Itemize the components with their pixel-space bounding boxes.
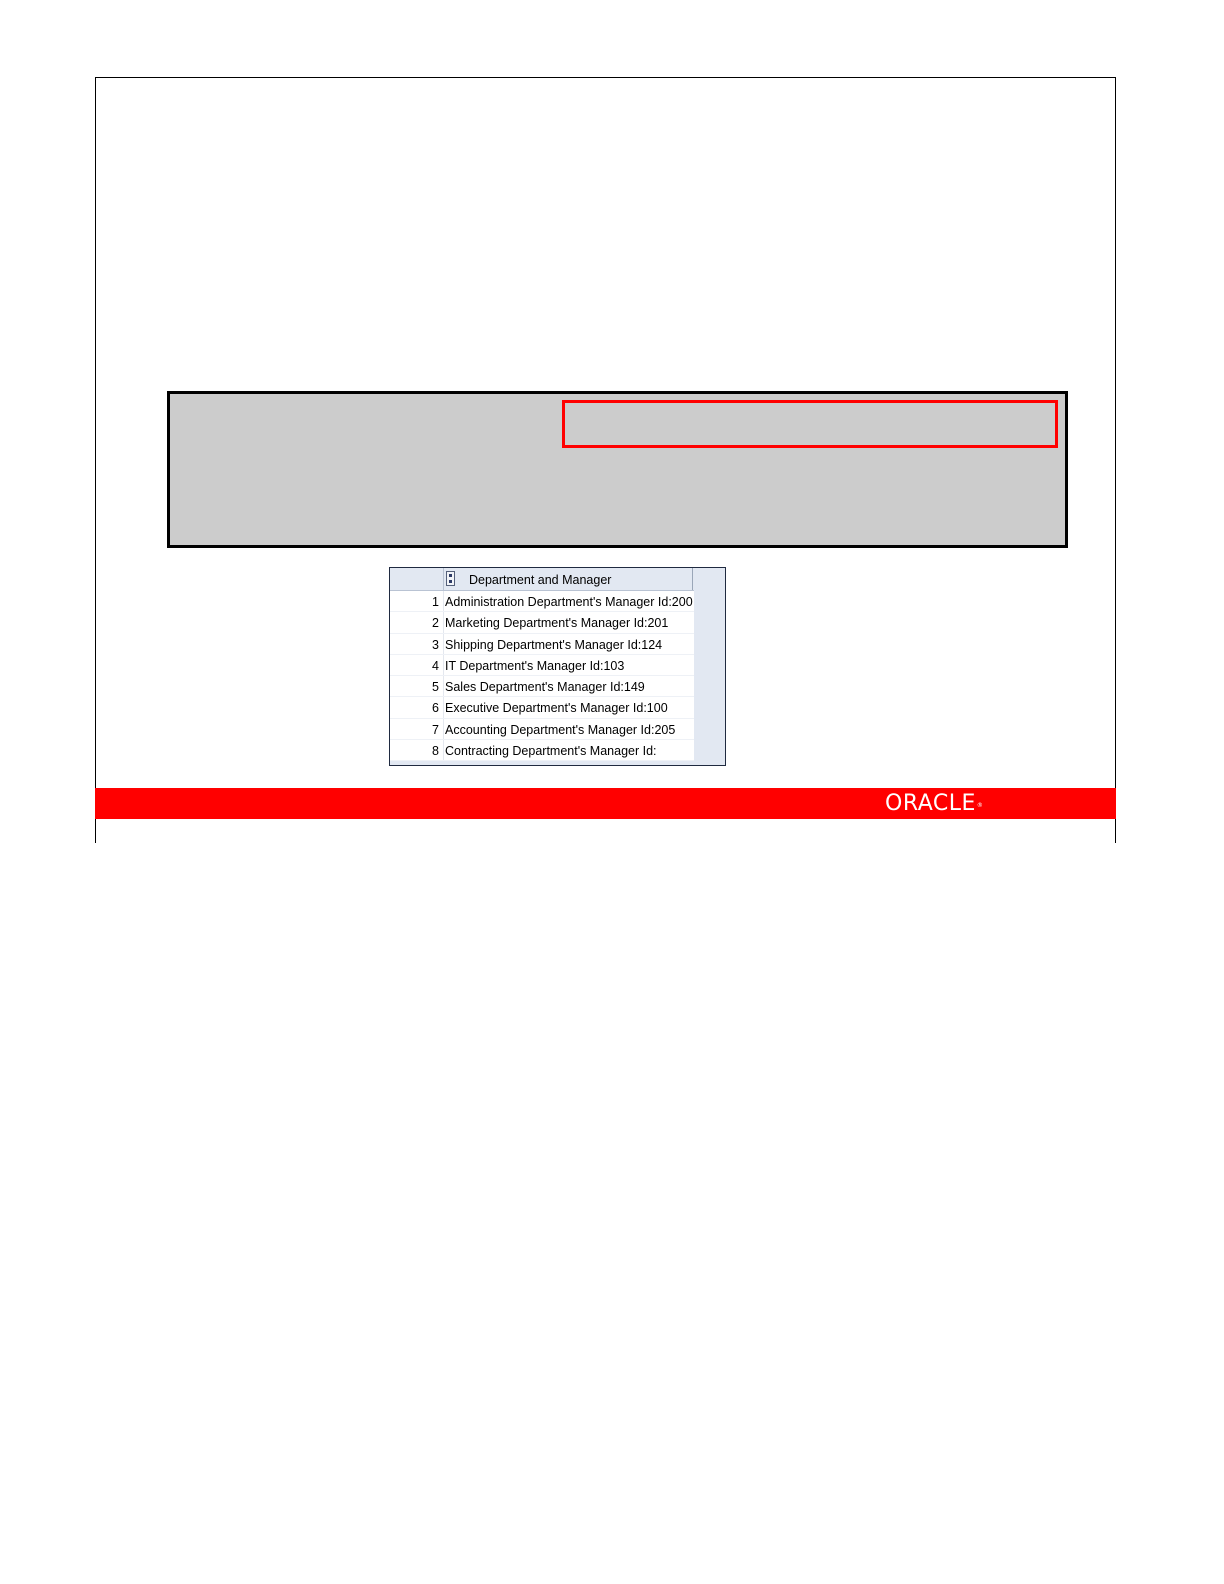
table-row[interactable] [390,676,694,697]
cell-value: Executive Department's Manager Id:100 [445,701,668,716]
footer-bar [95,788,1116,819]
cell-value: Sales Department's Manager Id:149 [445,680,645,694]
row-number: 1 [432,595,439,609]
grid-header [390,568,694,591]
registered-mark: ® [976,802,984,809]
oracle-logo [885,792,982,816]
table-row[interactable] [390,612,694,633]
table-row[interactable] [390,591,694,612]
row-number: 6 [432,701,439,716]
row-number: 7 [432,722,439,737]
cell-value: Marketing Department's Manager Id:201 [445,616,669,631]
cell-value: IT Department's Manager Id:103 [445,658,625,673]
table-row[interactable] [390,697,694,718]
row-number: 4 [432,658,439,673]
grid-rows [390,591,694,761]
row-number: 8 [432,743,439,758]
table-row[interactable] [390,740,694,761]
column-header-label: Department and Manager [469,573,612,587]
row-number: 3 [432,637,439,652]
table-row[interactable] [390,719,694,740]
row-number: 5 [432,680,439,694]
table-row[interactable] [390,634,694,655]
cell-value: Contracting Department's Manager Id: [445,743,657,758]
cell-value: Administration Department's Manager Id:200 [445,595,693,609]
column-header[interactable] [443,568,693,590]
table-row[interactable] [390,655,694,676]
query-result-grid [389,567,726,766]
cell-value: Shipping Department's Manager Id:124 [445,637,663,652]
row-number: 2 [432,616,439,631]
cell-value: Accounting Department's Manager Id:205 [445,722,676,737]
highlight-box [562,400,1058,448]
oracle-logo-text: ORACLE [885,791,976,816]
sort-icon[interactable] [446,571,455,586]
